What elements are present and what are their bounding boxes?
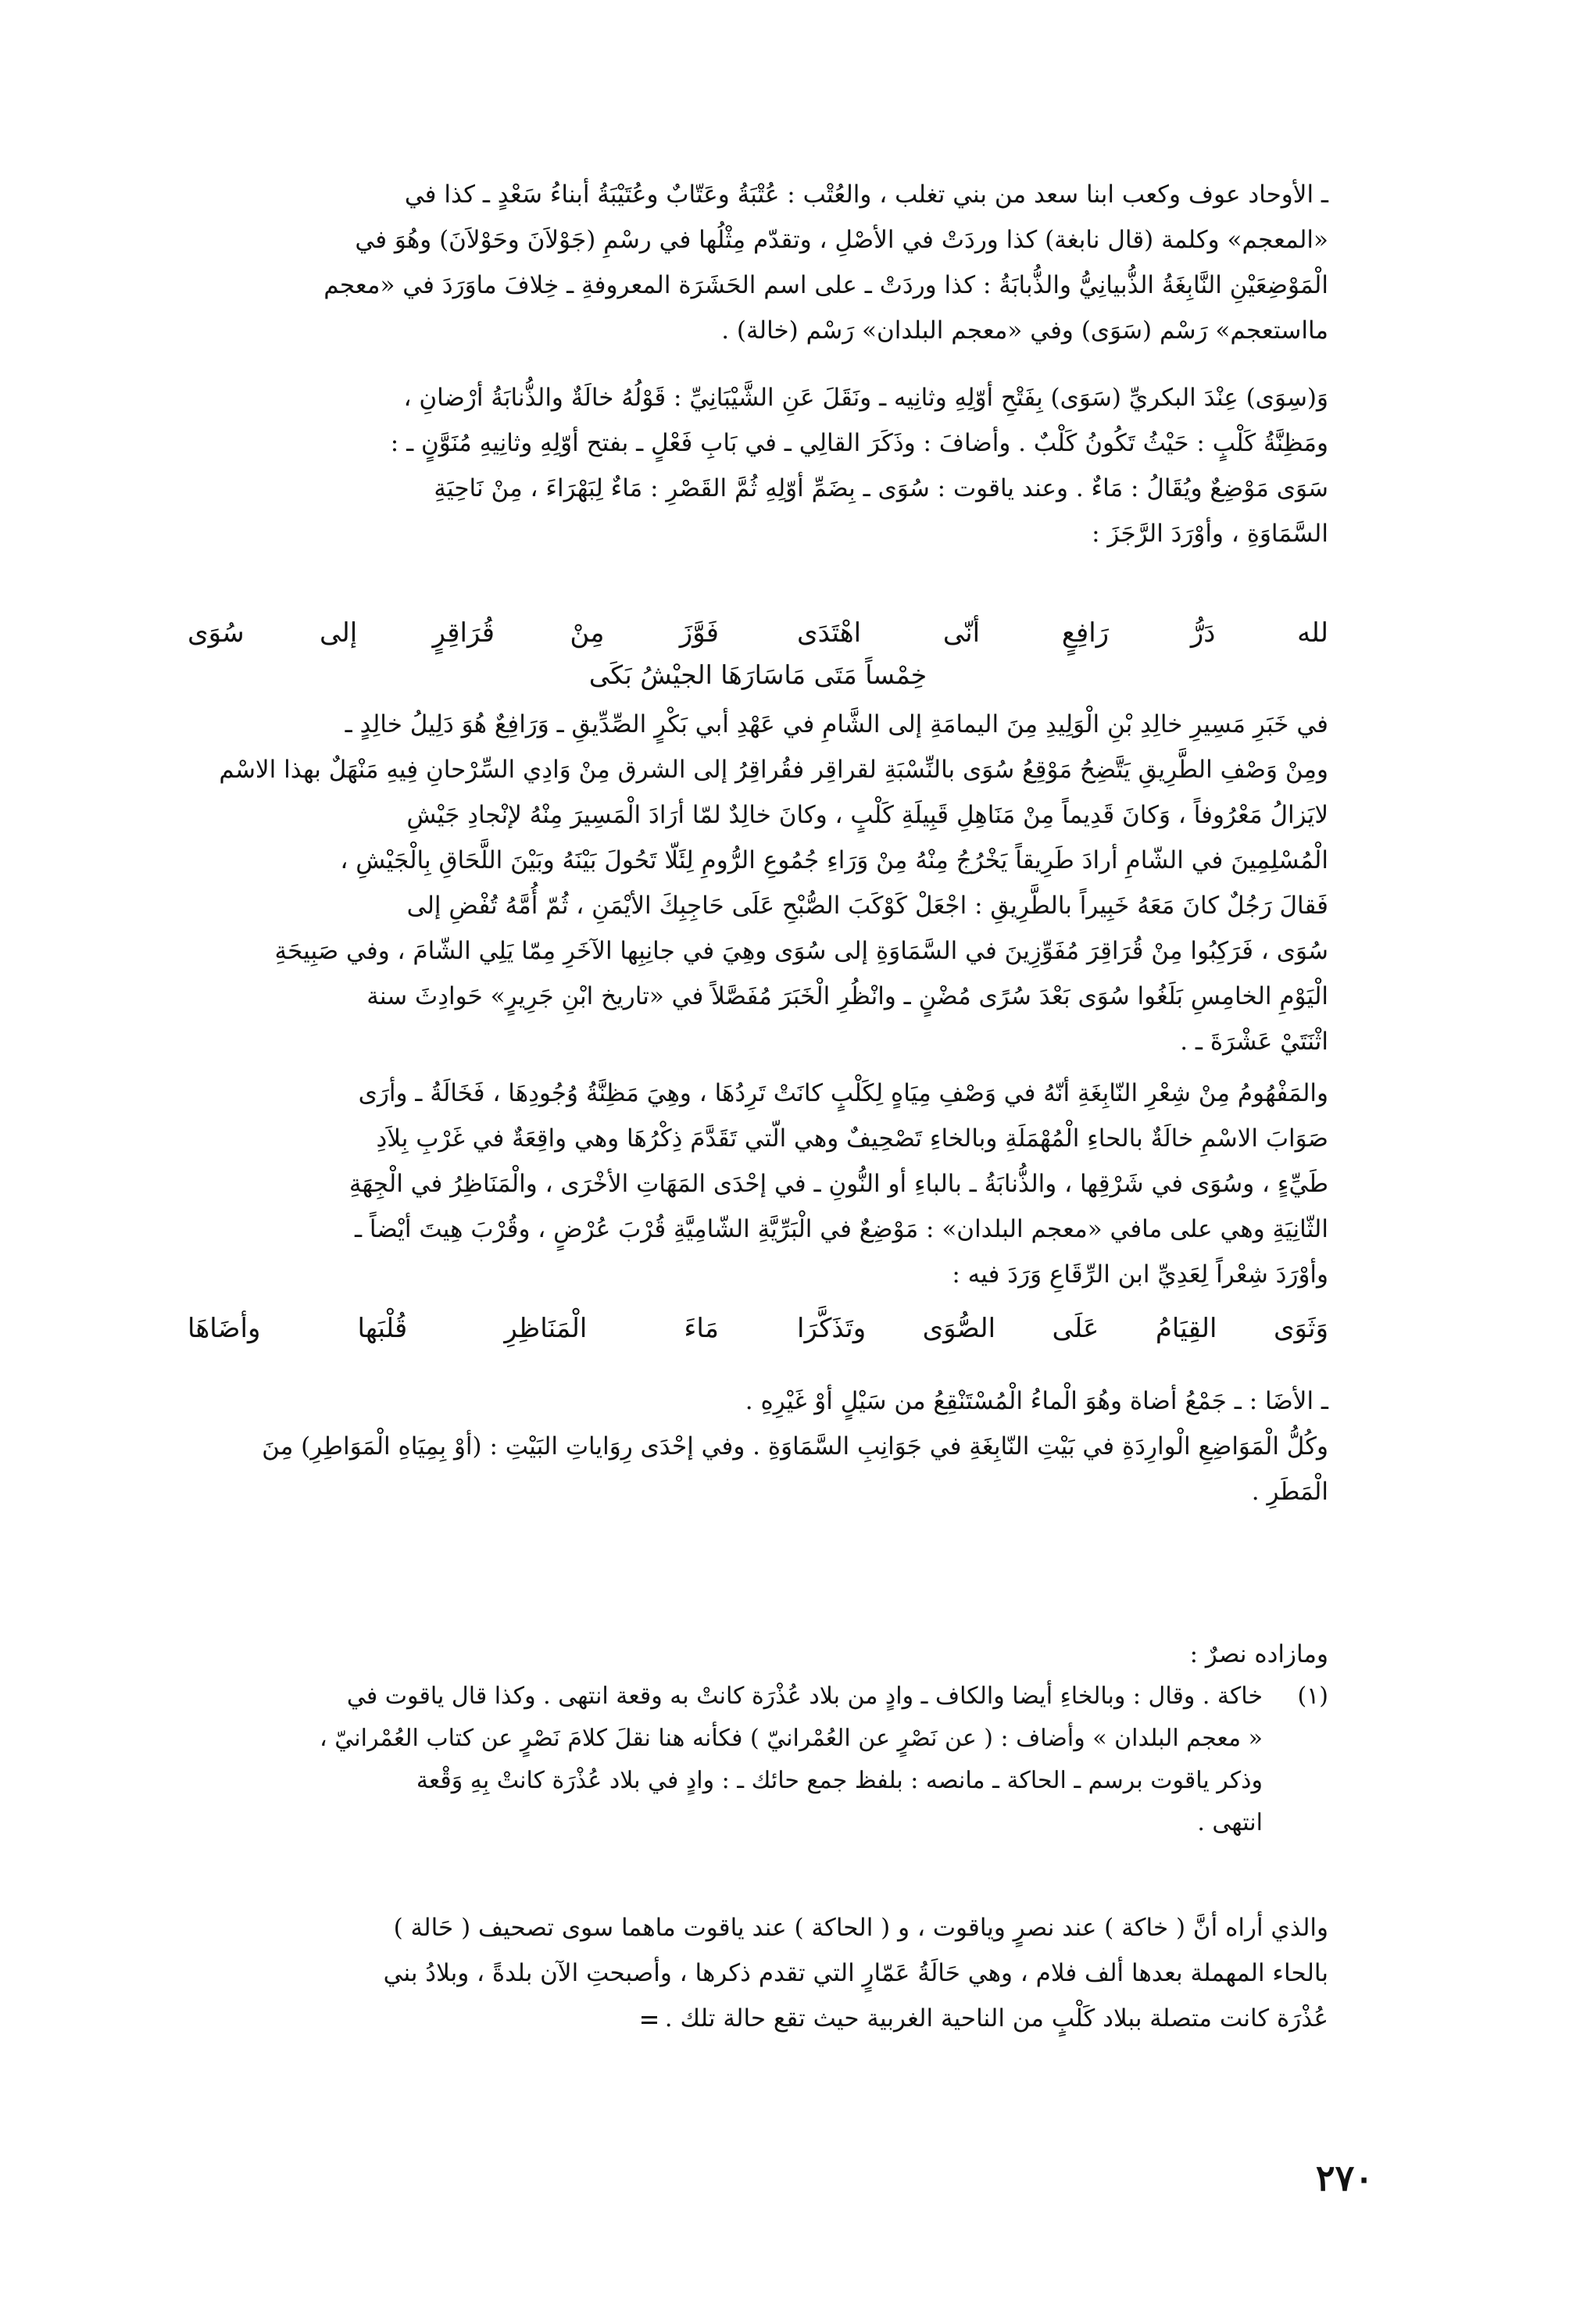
text-line: ـ الأوحاد عوف وكعب ابنا سعد من بني تغلب ، والعُتْب : عُتْبَةُ وعَتّابٌ وعُتَيْبَةُ أبناءُ سَعْدٍ ـ كذا في	[404, 181, 1328, 209]
paragraph-suwa-definition	[188, 377, 1328, 558]
text-line: الْمَطَرِ .	[1251, 1478, 1328, 1506]
paragraph-ada-gloss	[188, 1380, 1328, 1516]
paragraph-nabigha-poem	[188, 1072, 1328, 1299]
text-line: سَوَى مَوْضِعٌ ويُقَالُ : مَاءٌ . وعند ياقوت : سُوَى ـ بِضَمِّ أوّلِهِ ثُمَّ القَصْرِ : مَاءٌ لِبَهْرَاءَ ، مِنْ نَاحِيَةِ	[434, 474, 1328, 502]
text-line	[188, 1997, 1328, 2040]
text-line: ومَظِنَّةُ كَلْبٍ : حَيْثُ تَكُونُ كَلْبٌ . وأضافَ : وذَكَرَ القالِي ـ في بَابِ فَعْلٍ ـ بفتح أوّلِهِ وثانِيهِ مُنَوَّنٍ ـ :	[390, 429, 1328, 457]
text-line: والذي أراه أنَّ ( خاكة ) عند نصرٍ وياقوت ، و ( الحاكة ) عند ياقوت ماهما سوى تصحيف ( حَالة )	[393, 1914, 1328, 1942]
verse-second-hemistich: مَاءَ الْمَنَاظِرِ قُلْبَها وأضَاهَا	[188, 1313, 719, 1344]
text-line: في خَبَرِ مَسِيرِ خالِدِ بْنِ الْوَلِيدِ مِنَ اليمامَةِ إلى الشَّامِ في عَهْدِ أبي بَكْرٍ الصِّدِّيقِ ـ وَرَافِعٌ هُوَ دَلِيلُ خالِدٍ ـ	[345, 710, 1328, 738]
paragraph-khalid-march	[188, 703, 1328, 1066]
footnote-line: خاكة . وقال : وبالخاءِ أيضا والكاف ـ وادٍ من بلاد عُذْرَة كانتْ به وقعة انتهى . وكذا قال ياقوت في	[346, 1682, 1263, 1710]
text-line: «المعجم» وكلمة (قال نابغة) كذا وردَتْ في الأصْلِ ، وتقدّم مِثْلُها في رسْمِ (جَوْلاَنَ وحَوْلاَنَ) وهُوَ في	[355, 226, 1328, 254]
text-line: الثّانِيَةِ وهي على مافي «معجم البلدان» : مَوْضِعٌ في الْبَرِّيَّةِ الشّامِيَّةِ قُرْبَ عُرْضٍ ، وقُرْبَ هِيتَ أيْضاً ـ	[354, 1215, 1328, 1243]
closing-paragraph	[188, 1907, 1328, 2043]
verse-first-hemistich: وَثَوَى القِيَامُ عَلَى الصُّوَى وتَذَكَّرَا	[797, 1313, 1328, 1344]
footnote-line: وذكر ياقوت برسم ـ الحاكة ـ مانصه : بلفظ جمع حائك ـ : وادٍ في بلاد عُذْرَة كانتْ بِهِ وَقْعة	[416, 1767, 1263, 1794]
footnote-number: (١)	[1297, 1682, 1328, 1710]
text-line: اثْنَتَيْ عَشْرَةَ ـ .	[1180, 1028, 1328, 1056]
text-line: والمَفْهُومُ مِنْ شِعْرِ النّابِغَةِ أنّهُ في وَصْفِ مِيَاهٍ لِكَلْبٍ كانَتْ تَرِدُهَا ، وهِيَ مَظِنَّةُ وُجُودِهَا ، فَخَالَةُ ـ وأرَى	[358, 1079, 1328, 1107]
verse-line	[188, 1313, 1328, 1355]
text-line: سُوَى ، فَرَكِبُوا مِنْ قُرَاقِرَ مُفَوِّزِينَ في السَّمَاوَةِ إلى سُوَى وهِيَ في جانِبِها الآخَرِ مِمّا يَلِي الشّامَ ، وفي صَبِيحَةِ	[274, 937, 1328, 965]
text-line: طَيِّءٍ ، وسُوَى في شَرْقِها ، والذُّنابَةُ ـ بالباءِ أو النُّونِ ـ في إحْدَى المَهَاتِ الأخْرَى ، والْمَنَاظِرُ في الْجِهَةِ	[348, 1170, 1328, 1198]
text-line: صَوَابَ الاسْمِ خالَةٌ بالحاءِ الْمُهْمَلَةِ وبالخاءِ تَصْحِيفٌ وهي الّتي تَقَدَّمَ ذِكْرُهَا وهي واقِعَةٌ في غَرْبِ بِلاَدِ	[376, 1124, 1328, 1153]
footnote-line: « معجم البلدان » وأضاف : ( عن نَصْرٍ عن العُمْرانيّ ) فكأنه هنا نقلَ كلامَ نَصْرٍ عن كتاب العُمْرانيّ ،	[320, 1725, 1263, 1752]
adi-verse	[188, 1313, 1328, 1355]
text-line: لايَزالُ مَعْرُوفاً ، وَكانَ قَدِيماً مِنْ مَنَاهِلِ قَبِيلَةِ كَلْبٍ ، وكانَ خالِدٌ لمّا أرَادَ الْمَسِيرَ مِنْهُ لإنْجادِ جَيْشِ	[406, 801, 1328, 829]
text-line: الْمَوْضِعَيْنِ النَّابِغَةُ الذُّبيانِيُّ والذُّبابَةُ : كذا وردَتْ ـ على اسم الحَشَرَة المعروفةِ ـ خِلافَ ماوَرَدَ في «معجم	[323, 271, 1328, 299]
text-line: مااستعجم» رَسْم (سَوَى) وفي «معجم البلدان» رَسْم (خالة) .	[721, 316, 1328, 345]
text-line: الْيَوْمِ الخامِسِ بَلَغُوا سُوَى بَعْدَ سُرًى مُضْنٍ ـ وانْظُرِ الْخَبَرَ مُفَصَّلاً في «تاريخ ابْنِ جَرِيرٍ» حَوادِثَ سنة	[366, 982, 1328, 1010]
page-number: ٢٧٠	[1315, 2157, 1374, 2199]
text-line: وَ(سِوَى) عِنْدَ البكريِّ (سَوَى) بِفَتْحِ أوّلِهِ وثانِيه ـ ونَقَلَ عَنِ الشَّيْبَانِيِّ : قَوْلُهُ خالَةٌ والذُّنابَةُ أرْضانِ ،	[403, 384, 1328, 412]
verse-line-single: خِمْساً مَتَى مَاسَارَهَا الجيْشُ بَكَى	[588, 660, 927, 690]
text-line: ـ الأضَا : ـ جَمْعُ أضاة وهُوَ الْماءُ الْمُسْتَنْقِعُ من سَيْلٍ أوْ غَيْرِهِ .	[745, 1387, 1328, 1415]
footnote-heading: ومازاده نصرٌ :	[1189, 1640, 1328, 1668]
text-line: وكُلُّ الْمَوَاضِعِ الْوارِدَةِ في بَيْتِ النّابِغَةِ في جَوَانِبِ السَّمَاوَةِ . وفي إحْدَى رِوَاياتِ البَيْتِ : (أوْ بِمِيَاهِ الْمَوَاطِرِ) مِنَ	[262, 1432, 1328, 1461]
end-mark-icon	[642, 2016, 657, 2024]
text-line: الْمُسْلِمِينَ في الشّامِ أرادَ طَرِيقاً يَخْرُجُ مِنْهُ مِنْ وَرَاءِ جُمُوعِ الرُّومِ لِئَلّا تَحُولَ بَيْنَهُ وبَيْنَ اللَّحَاقِ بِالْجَيْشِ ،	[340, 846, 1328, 874]
verse-second-hemistich: فَوَّزَ مِنْ قُرَاقِرٍ إلى سُوَى	[188, 617, 719, 649]
footnote-section	[188, 1633, 1328, 1844]
text-line: فَقالَ رَجُلٌ كانَ مَعَهُ خَبِيراً بالطَّرِيقِ : اجْعَلْ كَوْكَبَ الصُّبْحِ عَلَى حَاجِبِكَ الأيْمَنِ ، ثُمّ أُمَّهُ تُفْضِ إلى	[406, 892, 1328, 920]
footnote-line: انتهى .	[1197, 1809, 1263, 1836]
closing-text: عُذْرَة كانت متصلة ببلاد كَلْبٍ من الناحية الغربية حيث تقع حالة تلك .	[664, 2004, 1328, 2033]
text-line: وأوْرَدَ شِعْراً لِعَدِيِّ ابن الرِّقَاعِ وَرَدَ فيه :	[952, 1260, 1328, 1289]
footnote	[188, 1675, 1328, 1844]
text-line: ومِنْ وَصْفِ الطَّرِيقِ يَتَّضِحُ مَوْقِعُ سُوَى بالنِّسْبَةِ لقراقِر فقُراقِرُ إلى الشرق مِنْ وَادِي السِّرْحانِ فِيهِ مَنْهَلٌ بهذا الاسْم	[219, 756, 1328, 784]
rajaz-verse	[188, 617, 1328, 702]
text-line: بالحاء المهملة بعدها ألف فلام ، وهي حَالَةُ عَمّارٍ التي تقدم ذكرها ، وأصبحتِ الآن بلدةً ، وبلادُ بني	[383, 1959, 1328, 1987]
verse-first-hemistich: لله دَرُّ رَافِعٍ أنّى اهْتَدَى	[797, 617, 1328, 649]
paragraph-sources	[188, 173, 1328, 355]
verse-line	[188, 617, 1328, 660]
text-line: السَّمَاوَةِ ، وأوْرَدَ الرَّجَزَ :	[1092, 520, 1328, 548]
